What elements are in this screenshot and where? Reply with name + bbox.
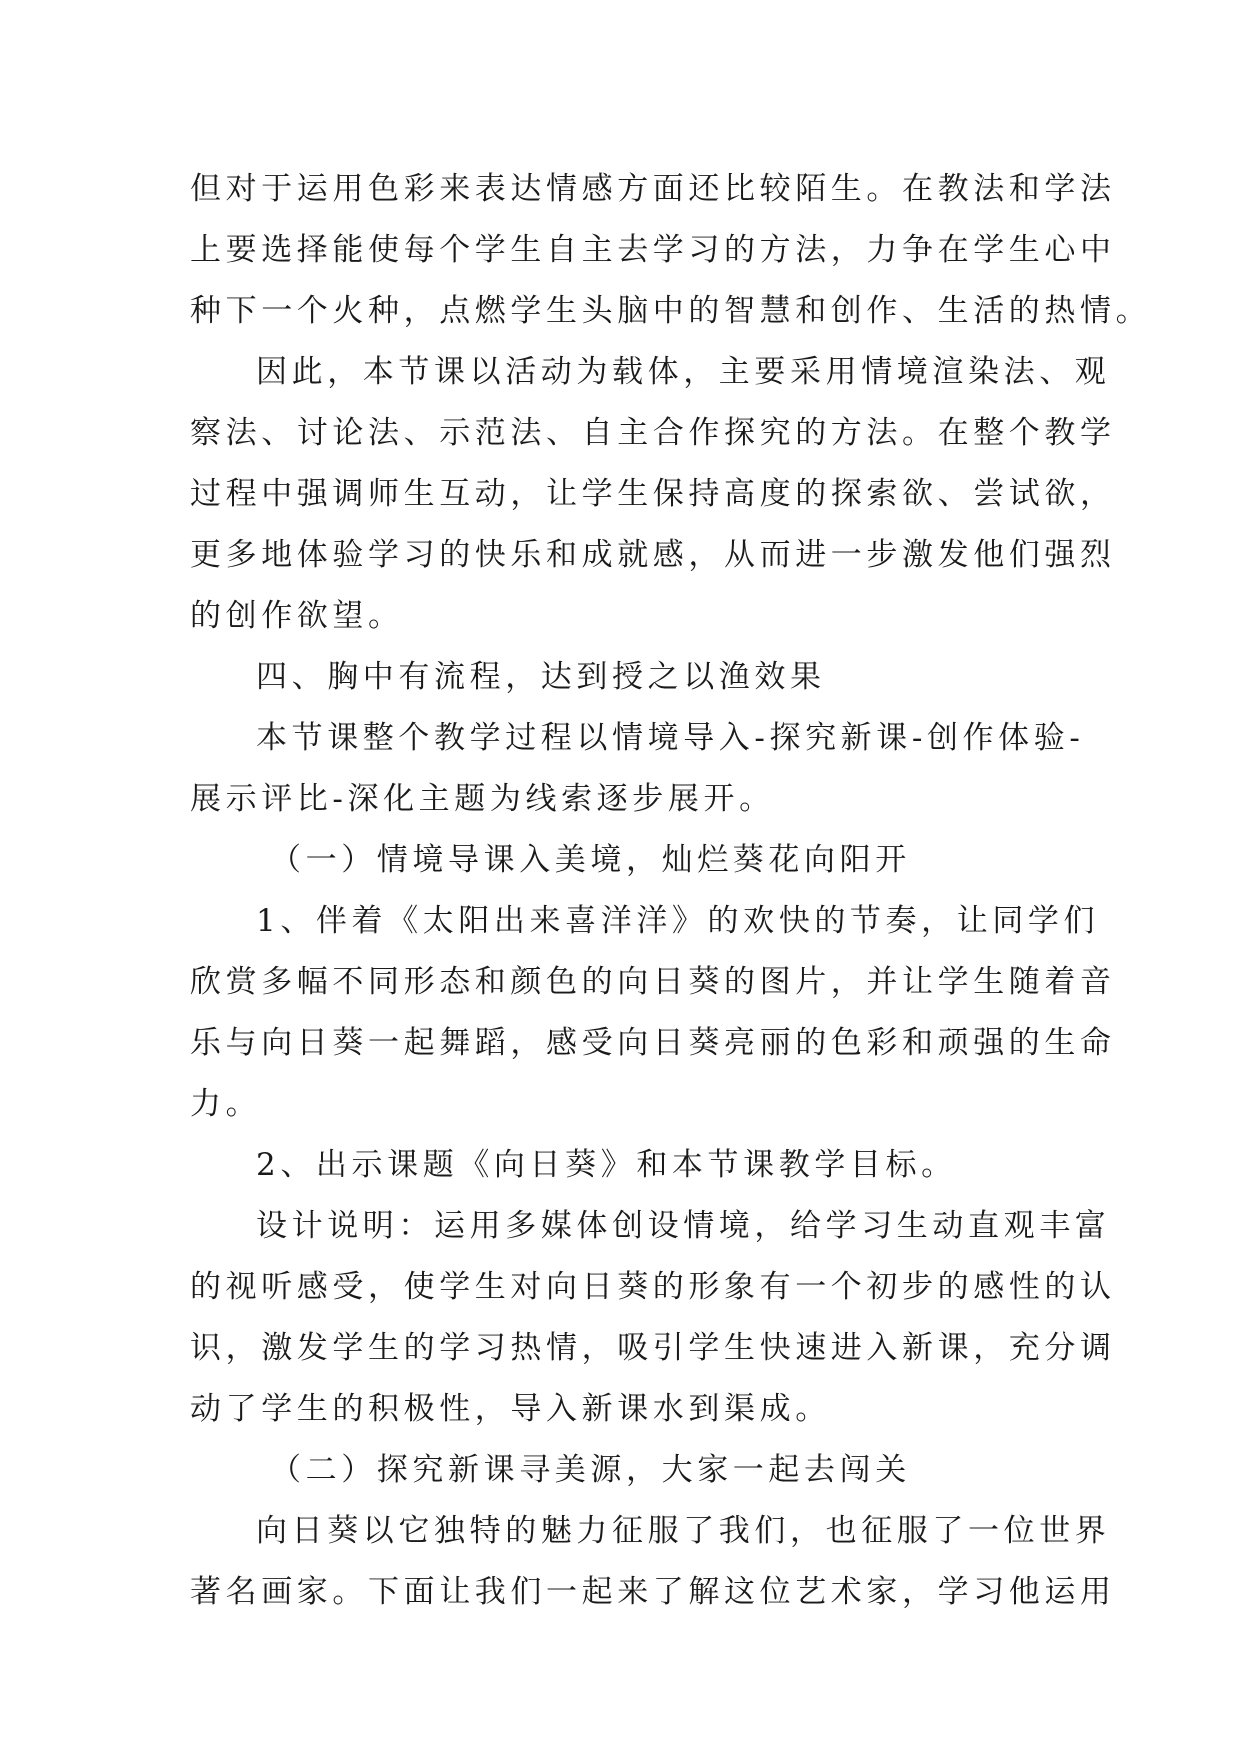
text-line: 过程中强调师生互动，让学生保持高度的探索欲、尝试欲， — [190, 476, 1116, 512]
text-line: 1、伴着《太阳出来喜洋洋》的欢快的节奏，让同学们 — [256, 903, 1100, 939]
text-line: 识，激发学生的学习热情，吸引学生快速进入新课，充分调 — [190, 1330, 1116, 1366]
text-line: 的视听感受，使学生对向日葵的形象有一个初步的感性的认 — [190, 1269, 1116, 1305]
text-line: 展示评比-深化主题为线索逐步展开。 — [190, 781, 775, 817]
text-line: 的创作欲望。 — [190, 598, 404, 634]
subsection-heading: （二）探究新课寻美源，大家一起去闯关 — [270, 1452, 911, 1488]
text-line: 本节课整个教学过程以情境导入-探究新课-创作体验- — [256, 720, 1085, 756]
subsection-heading: （一）情境导课入美境，灿烂葵花向阳开 — [270, 842, 911, 878]
text-line: 更多地体验学习的快乐和成就感，从而进一步激发他们强烈 — [190, 537, 1116, 573]
text-line: 乐与向日葵一起舞蹈，感受向日葵亮丽的色彩和顽强的生命 — [190, 1025, 1116, 1061]
text-line: 著名画家。下面让我们一起来了解这位艺术家，学习他运用 — [190, 1574, 1116, 1610]
text-line: 上要选择能使每个学生自主去学习的方法，力争在学生心中 — [190, 232, 1116, 268]
text-line: 向日葵以它独特的魅力征服了我们，也征服了一位世界 — [256, 1513, 1111, 1549]
text-line: 种下一个火种，点燃学生头脑中的智慧和创作、生活的热情。 — [190, 293, 1152, 329]
text-line: 但对于运用色彩来表达情感方面还比较陌生。在教法和学法 — [190, 171, 1116, 207]
text-line: 动了学生的积极性，导入新课水到渠成。 — [190, 1391, 831, 1427]
text-line: 察法、讨论法、示范法、自主合作探究的方法。在整个教学 — [190, 415, 1116, 451]
text-line: 因此，本节课以活动为载体，主要采用情境渲染法、观 — [256, 354, 1111, 390]
section-heading: 四、胸中有流程，达到授之以渔效果 — [256, 659, 826, 695]
text-line: 设计说明：运用多媒体创设情境，给学习生动直观丰富 — [256, 1208, 1111, 1244]
text-line: 力。 — [190, 1086, 262, 1122]
text-line: 2、出示课题《向日葵》和本节课教学目标。 — [256, 1147, 957, 1183]
text-line: 欣赏多幅不同形态和颜色的向日葵的图片，并让学生随着音 — [190, 964, 1116, 1000]
body-text — [190, 159, 1152, 1623]
